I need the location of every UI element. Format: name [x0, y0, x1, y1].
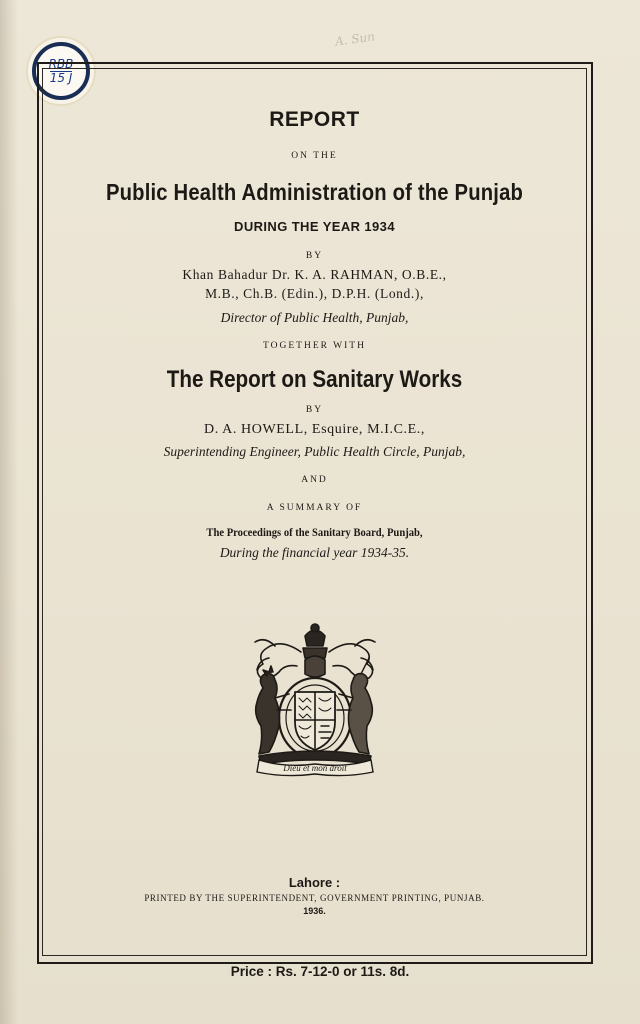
report-heading: REPORT — [269, 108, 360, 131]
author-degrees-line: M.B., Ch.B. (Edin.), D.P.H. (Lond.), — [205, 286, 424, 301]
by-text-1: BY — [305, 251, 324, 261]
spine-shadow — [0, 0, 18, 1024]
imprint-year: 1936. — [303, 906, 326, 916]
year-line: DURING THE YEAR 1934 — [234, 219, 395, 234]
royal-coat-of-arms-icon — [245, 618, 385, 778]
engineer-role: Superintending Engineer, Public Health Circle, Punjab, — [163, 444, 466, 459]
price-line: Price : Rs. 7-12-0 or 11s. 8d. — [230, 964, 410, 979]
by-text-2: BY — [305, 405, 324, 415]
imprint-place: Lahore : — [288, 875, 341, 890]
sanitary-works-title: The Report on Sanitary Works — [166, 366, 463, 393]
main-title: Public Health Administration of the Punjab — [105, 179, 524, 205]
financial-year-line: During the financial year 1934-35. — [219, 545, 410, 560]
author-name-line: Khan Bahadur Dr. K. A. RAHMAN, O.B.E., — [182, 267, 447, 282]
label-line-2: 15 J — [49, 70, 73, 85]
proceedings-title: The Proceedings of the Sanitary Board, Punjab, — [206, 527, 423, 539]
pencil-annotation: A. Sun — [334, 29, 376, 49]
engineer-name: D. A. HOWELL, Esquire, M.I.C.E., — [203, 422, 425, 437]
summary-of-text: A SUMMARY OF — [266, 503, 363, 513]
label-line-1: RBB — [48, 56, 74, 71]
author-role: Director of Public Health, Punjab, — [220, 310, 409, 325]
on-the-text: ON THE — [291, 151, 338, 161]
imprint-printer: PRINTED BY THE SUPERINTENDENT, GOVERNMENT PRINTING, PUNJAB. — [144, 893, 485, 903]
together-with-text: TOGETHER WITH — [263, 341, 366, 351]
title-block — [42, 0, 587, 1024]
and-text: AND — [301, 475, 328, 485]
crest-motto: Dieu et mon droit — [283, 763, 347, 773]
